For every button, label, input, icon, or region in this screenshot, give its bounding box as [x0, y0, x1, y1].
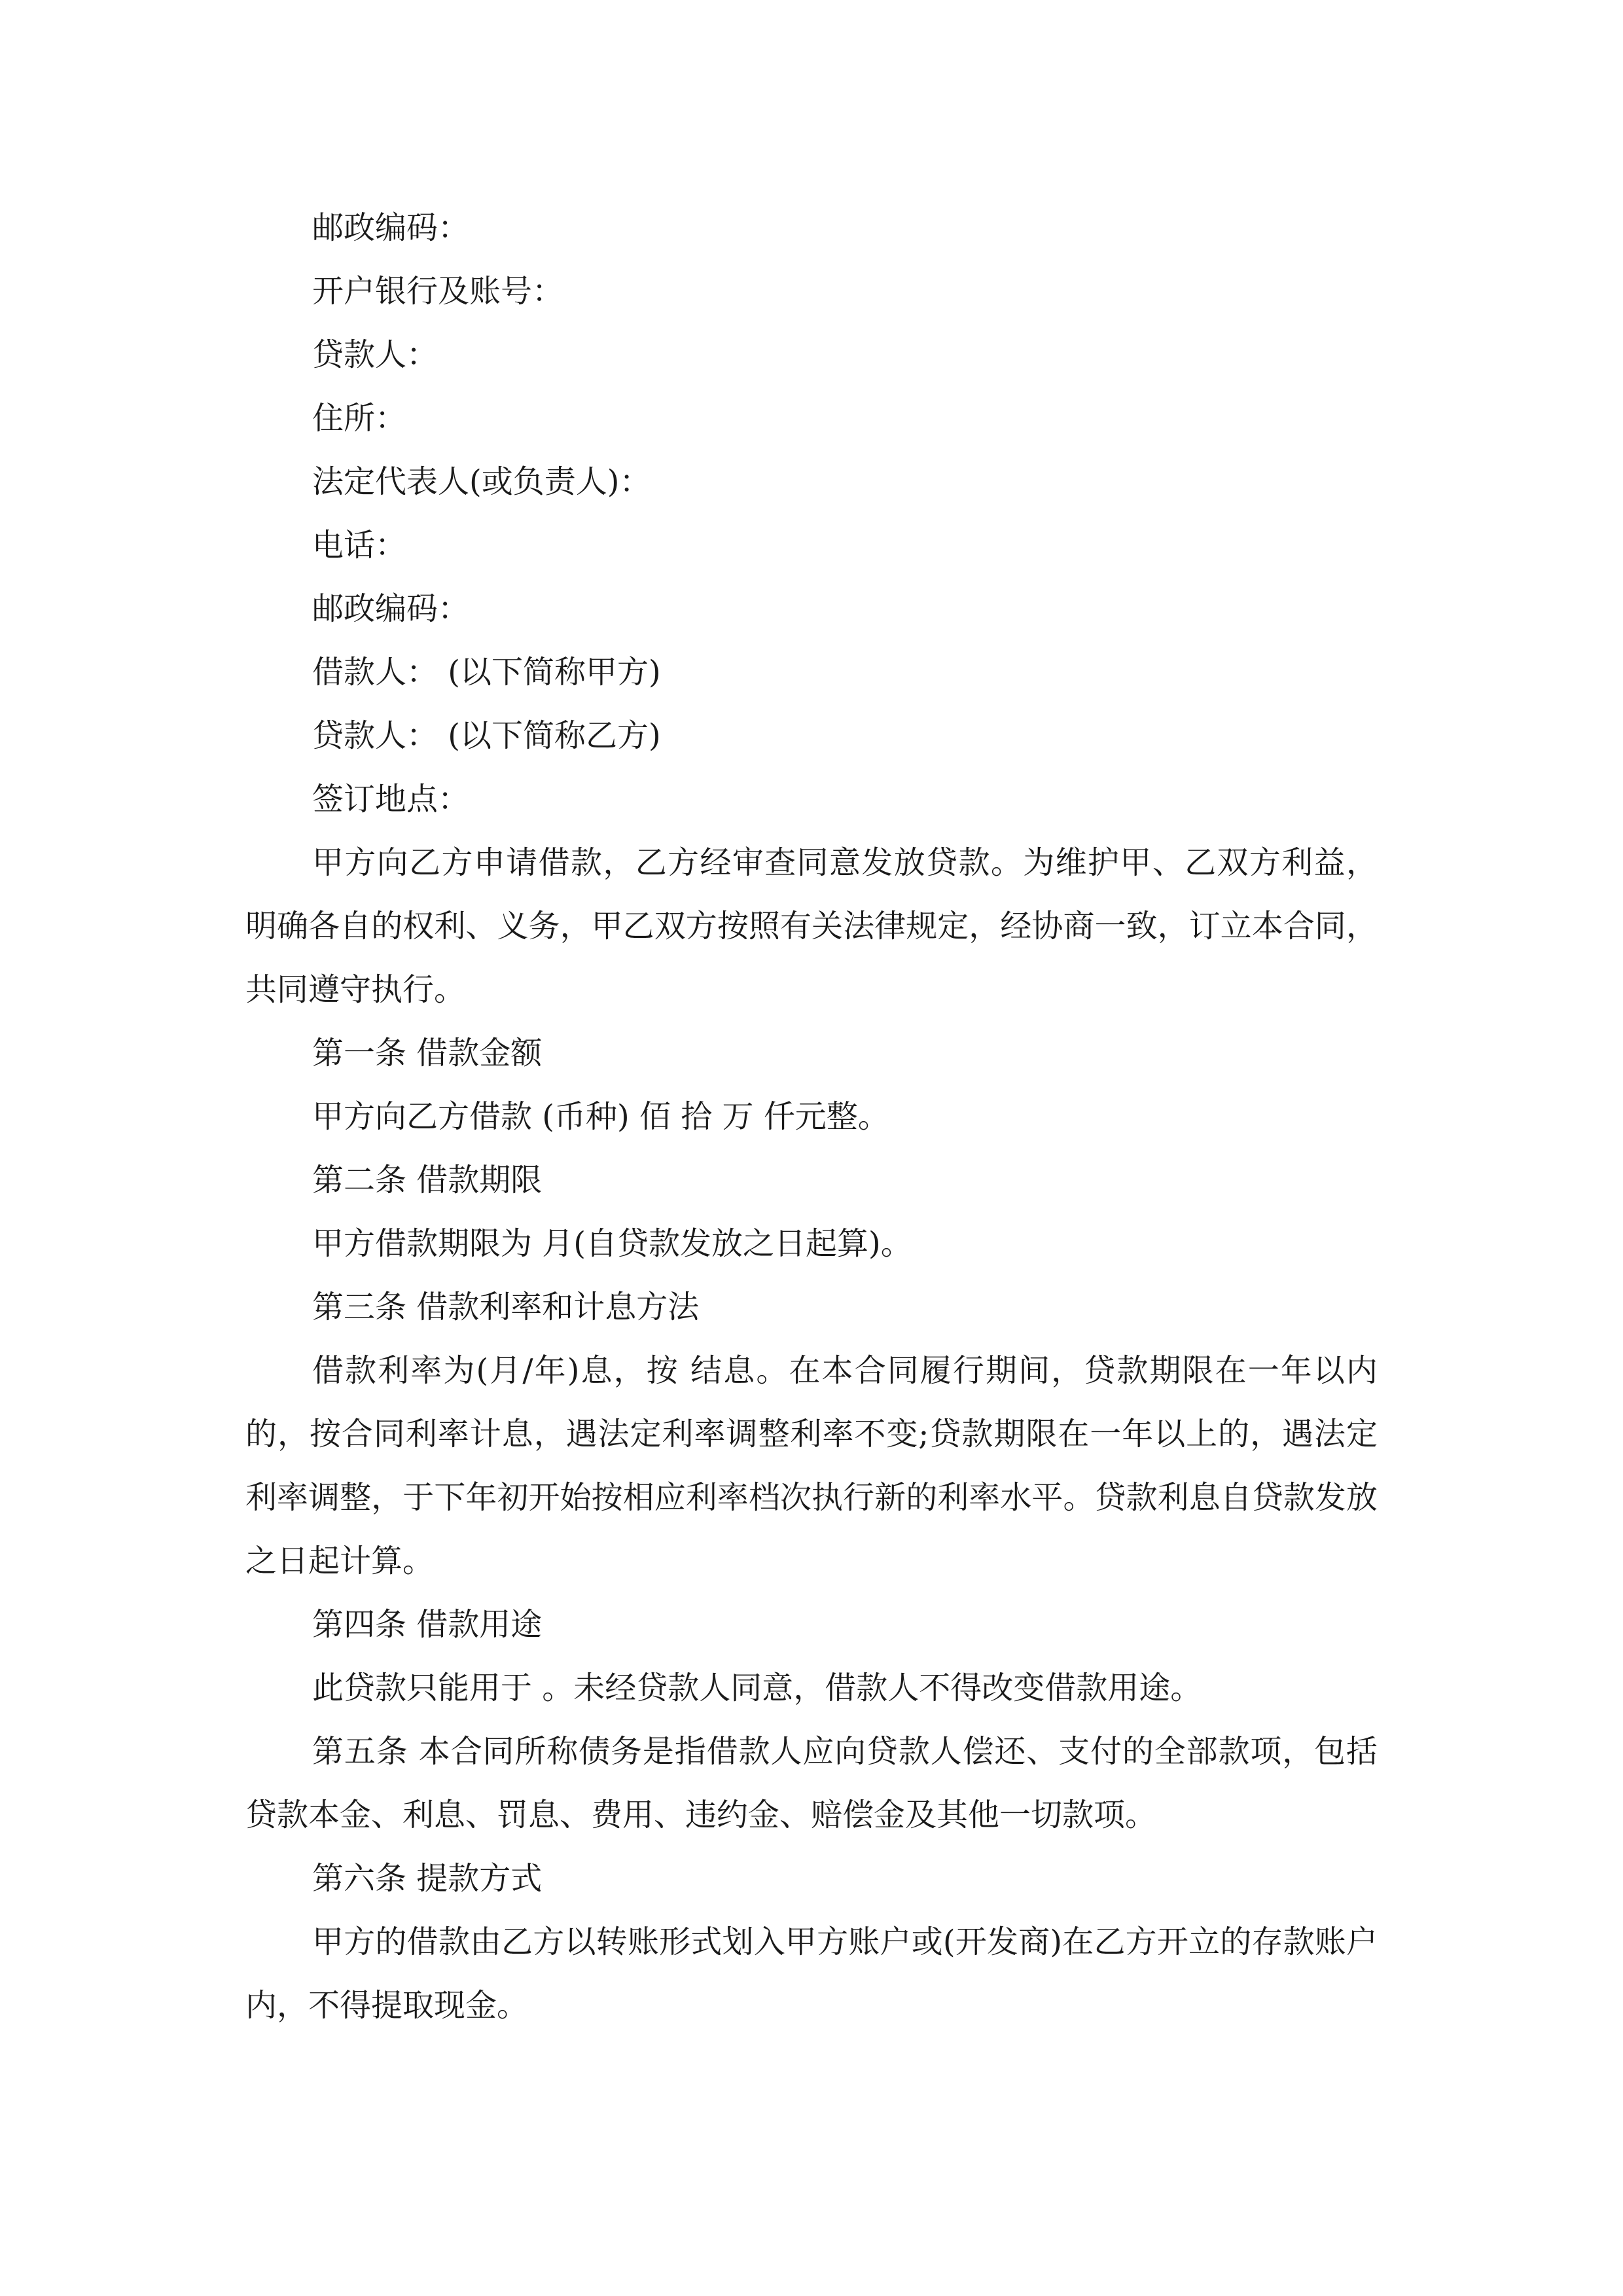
article-6-body: 甲方的借款由乙方以转账形式划入甲方账户或(开发商)在乙方开立的存款账户内，不得提取现金。: [245, 1924, 1378, 2024]
postal-code-label: 邮政编码：: [312, 209, 470, 246]
article-2-body: 甲方借款期限为 月(自贷款发放之日起算)。: [312, 1225, 912, 1262]
article-5-body: 第五条 本合同所称债务是指借款人应向贷款人偿还、支付的全部款项，包括贷款本金、利息、罚息、费用、违约金、赔偿金及其他一切款项。: [245, 1733, 1378, 1833]
article-3-title: 第三条 借款利率和计息方法: [312, 1289, 700, 1325]
article-3-body: 借款利率为(月/年)息，按 结息。在本合同履行期间，贷款期限在一年以内的，按合同利率计息，遇法定利率调整利率不变;贷款期限在一年以上的，遇法定利率调整，于下年初开始按相应利率档次执行新的利率水平。贷款利息自贷款发放之日起计算。: [245, 1352, 1378, 1579]
document-body: [245, 196, 1378, 2037]
lender-party-b-label: 贷款人： (以下简称乙方): [312, 717, 661, 754]
article-4-body: 此贷款只能用于 。未经贷款人同意，借款人不得改变借款用途。: [312, 1670, 1202, 1706]
article-4-title: 第四条 借款用途: [312, 1606, 543, 1643]
phone-label: 电话：: [312, 527, 407, 564]
signing-place-label: 签订地点：: [312, 781, 470, 817]
bank-account-label: 开户银行及账号：: [312, 273, 564, 310]
preamble-paragraph: 甲方向乙方申请借款，乙方经审查同意发放贷款。为维护甲、乙双方利益，明确各自的权利、义务，甲乙双方按照有关法律规定，经协商一致，订立本合同，共同遵守执行。: [245, 844, 1378, 1008]
article-1-body: 甲方向乙方借款 (币种) 佰 拾 万 仟元整。: [312, 1098, 889, 1135]
article-1-title: 第一条 借款金额: [312, 1035, 543, 1071]
article-2-title: 第二条 借款期限: [312, 1162, 543, 1198]
legal-representative-label: 法定代表人(或负责人)：: [312, 463, 651, 500]
article-6-title: 第六条 提款方式: [312, 1860, 543, 1897]
borrower-party-a-label: 借款人： (以下简称甲方): [312, 654, 661, 691]
address-label: 住所：: [312, 400, 407, 437]
postal-code-label-2: 邮政编码：: [312, 590, 470, 627]
lender-label: 贷款人：: [312, 336, 438, 373]
